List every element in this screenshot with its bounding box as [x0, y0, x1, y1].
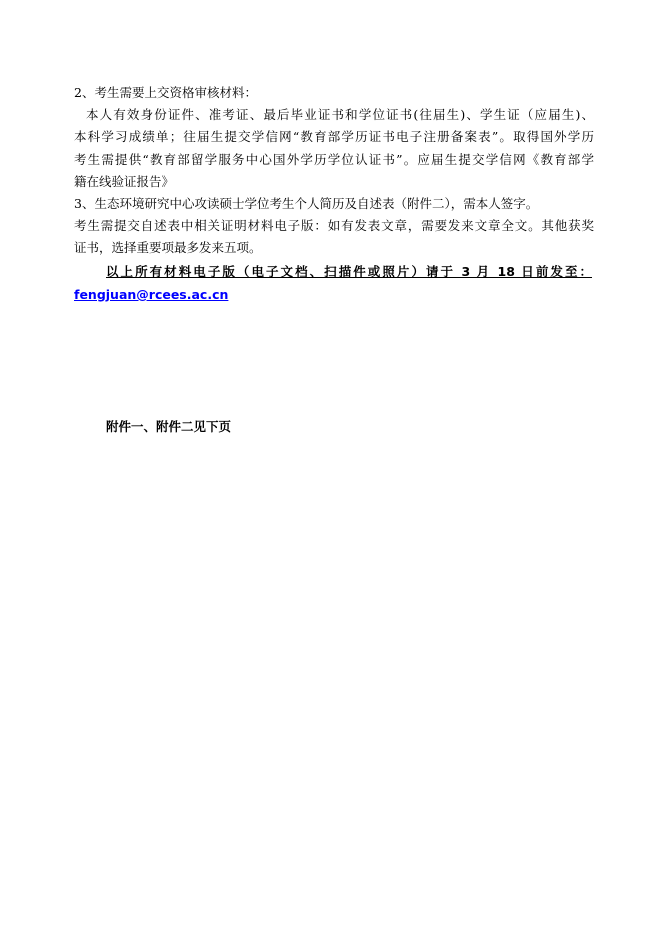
- section3-text-line3: 证书，选择重要项最多发来五项。: [74, 240, 262, 255]
- section2-text-line3: 考生需提供“教育部留学服务中心国外学历学位认证书”。应届生提交学信网《教育部学: [74, 152, 594, 167]
- section2-text-line1: 本人有效身份证件、准考证、最后毕业证书和学位证书(往届生)、学生证（应届生)、: [86, 107, 594, 122]
- section2-heading: 2、考生需要上交资格审核材料：: [74, 85, 257, 100]
- section2-text-line4: 籍在线验证报告》: [74, 174, 175, 189]
- email-link[interactable]: fengjuan@rcees.ac.cn: [74, 287, 229, 302]
- attachments-note: 附件一、附件二见下页: [106, 419, 232, 434]
- section2-text-line2: 本科学习成绩单；往届生提交学信网“教育部学历证书电子注册备案表”。取得国外学历: [74, 129, 594, 144]
- section3-text-line2: 考生需提交自述表中相关证明材料电子版：如有发表文章，需要发来文章全文。其他获奖: [74, 218, 594, 233]
- submission-instruction: 以上所有材料电子版（电子文档、扫描件或照片）请于 3 月 18 日前发至：: [106, 264, 592, 279]
- section3-heading: 3、生态环境研究中心攻读硕士学位考生个人简历及自述表（附件二），需本人签字。: [74, 196, 539, 211]
